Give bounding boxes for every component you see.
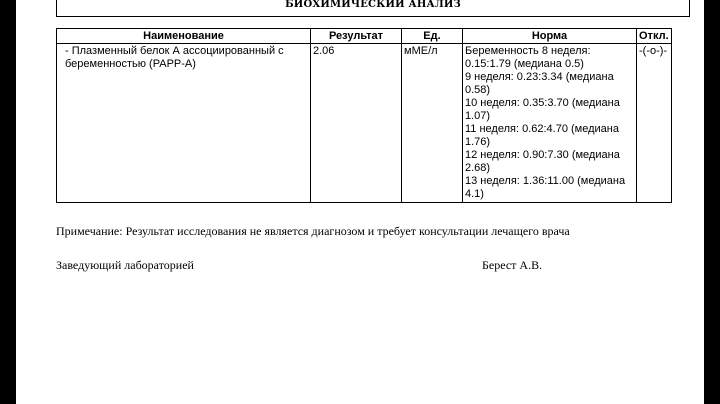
norm-line: 11 неделя: 0.62:4.70 (медиана: [465, 123, 619, 135]
col-header-result: Результат: [311, 29, 402, 44]
disclaimer-note: Примечание: Результат исследования не является диагнозом и требует консультации лечащего врача: [56, 224, 570, 238]
norm-line: 12 неделя: 0.90:7.30 (медиана: [465, 149, 620, 161]
table-row: [57, 44, 672, 203]
results-table: [56, 28, 672, 203]
test-deviation: -(-о-)-: [637, 44, 672, 203]
signature-name: Берест А.В.: [482, 258, 543, 272]
table-header-row: [57, 29, 672, 44]
report-title: БИОХИМИЧЕСКИЙ АНАЛИЗ: [285, 0, 461, 10]
norm-line: 1.07): [465, 110, 491, 122]
test-name: - Плазменный белок А ассоциированный с беременностью (PAPP-A): [57, 44, 311, 203]
norm-line: 0.15:1.79 (медиана 0.5): [465, 58, 584, 70]
test-norm: [463, 44, 637, 203]
signature-role: Заведующий лабораторией: [56, 258, 194, 272]
document-page: [16, 0, 704, 404]
col-header-deviation: Откл.: [637, 29, 672, 44]
norm-line: Беременность 8 неделя:: [465, 45, 591, 57]
col-header-name: Наименование: [57, 29, 311, 44]
norm-line: 13 неделя: 1.36:11.00 (медиана: [465, 175, 626, 187]
norm-line: 0.58): [465, 84, 491, 96]
norm-line: 2.68): [465, 162, 491, 174]
test-result: 2.06: [311, 44, 402, 203]
col-header-unit: Ед.: [402, 29, 463, 44]
norm-line: 9 неделя: 0.23:3.34 (медиана: [465, 71, 614, 83]
norm-line: 4.1): [465, 188, 484, 200]
norm-line: 1.76): [465, 136, 491, 148]
norm-line: 10 неделя: 0.35:3.70 (медиана: [465, 97, 620, 109]
report-header: [56, 0, 690, 17]
test-unit: мМЕ/л: [402, 44, 463, 203]
col-header-norm: Норма: [463, 29, 637, 44]
